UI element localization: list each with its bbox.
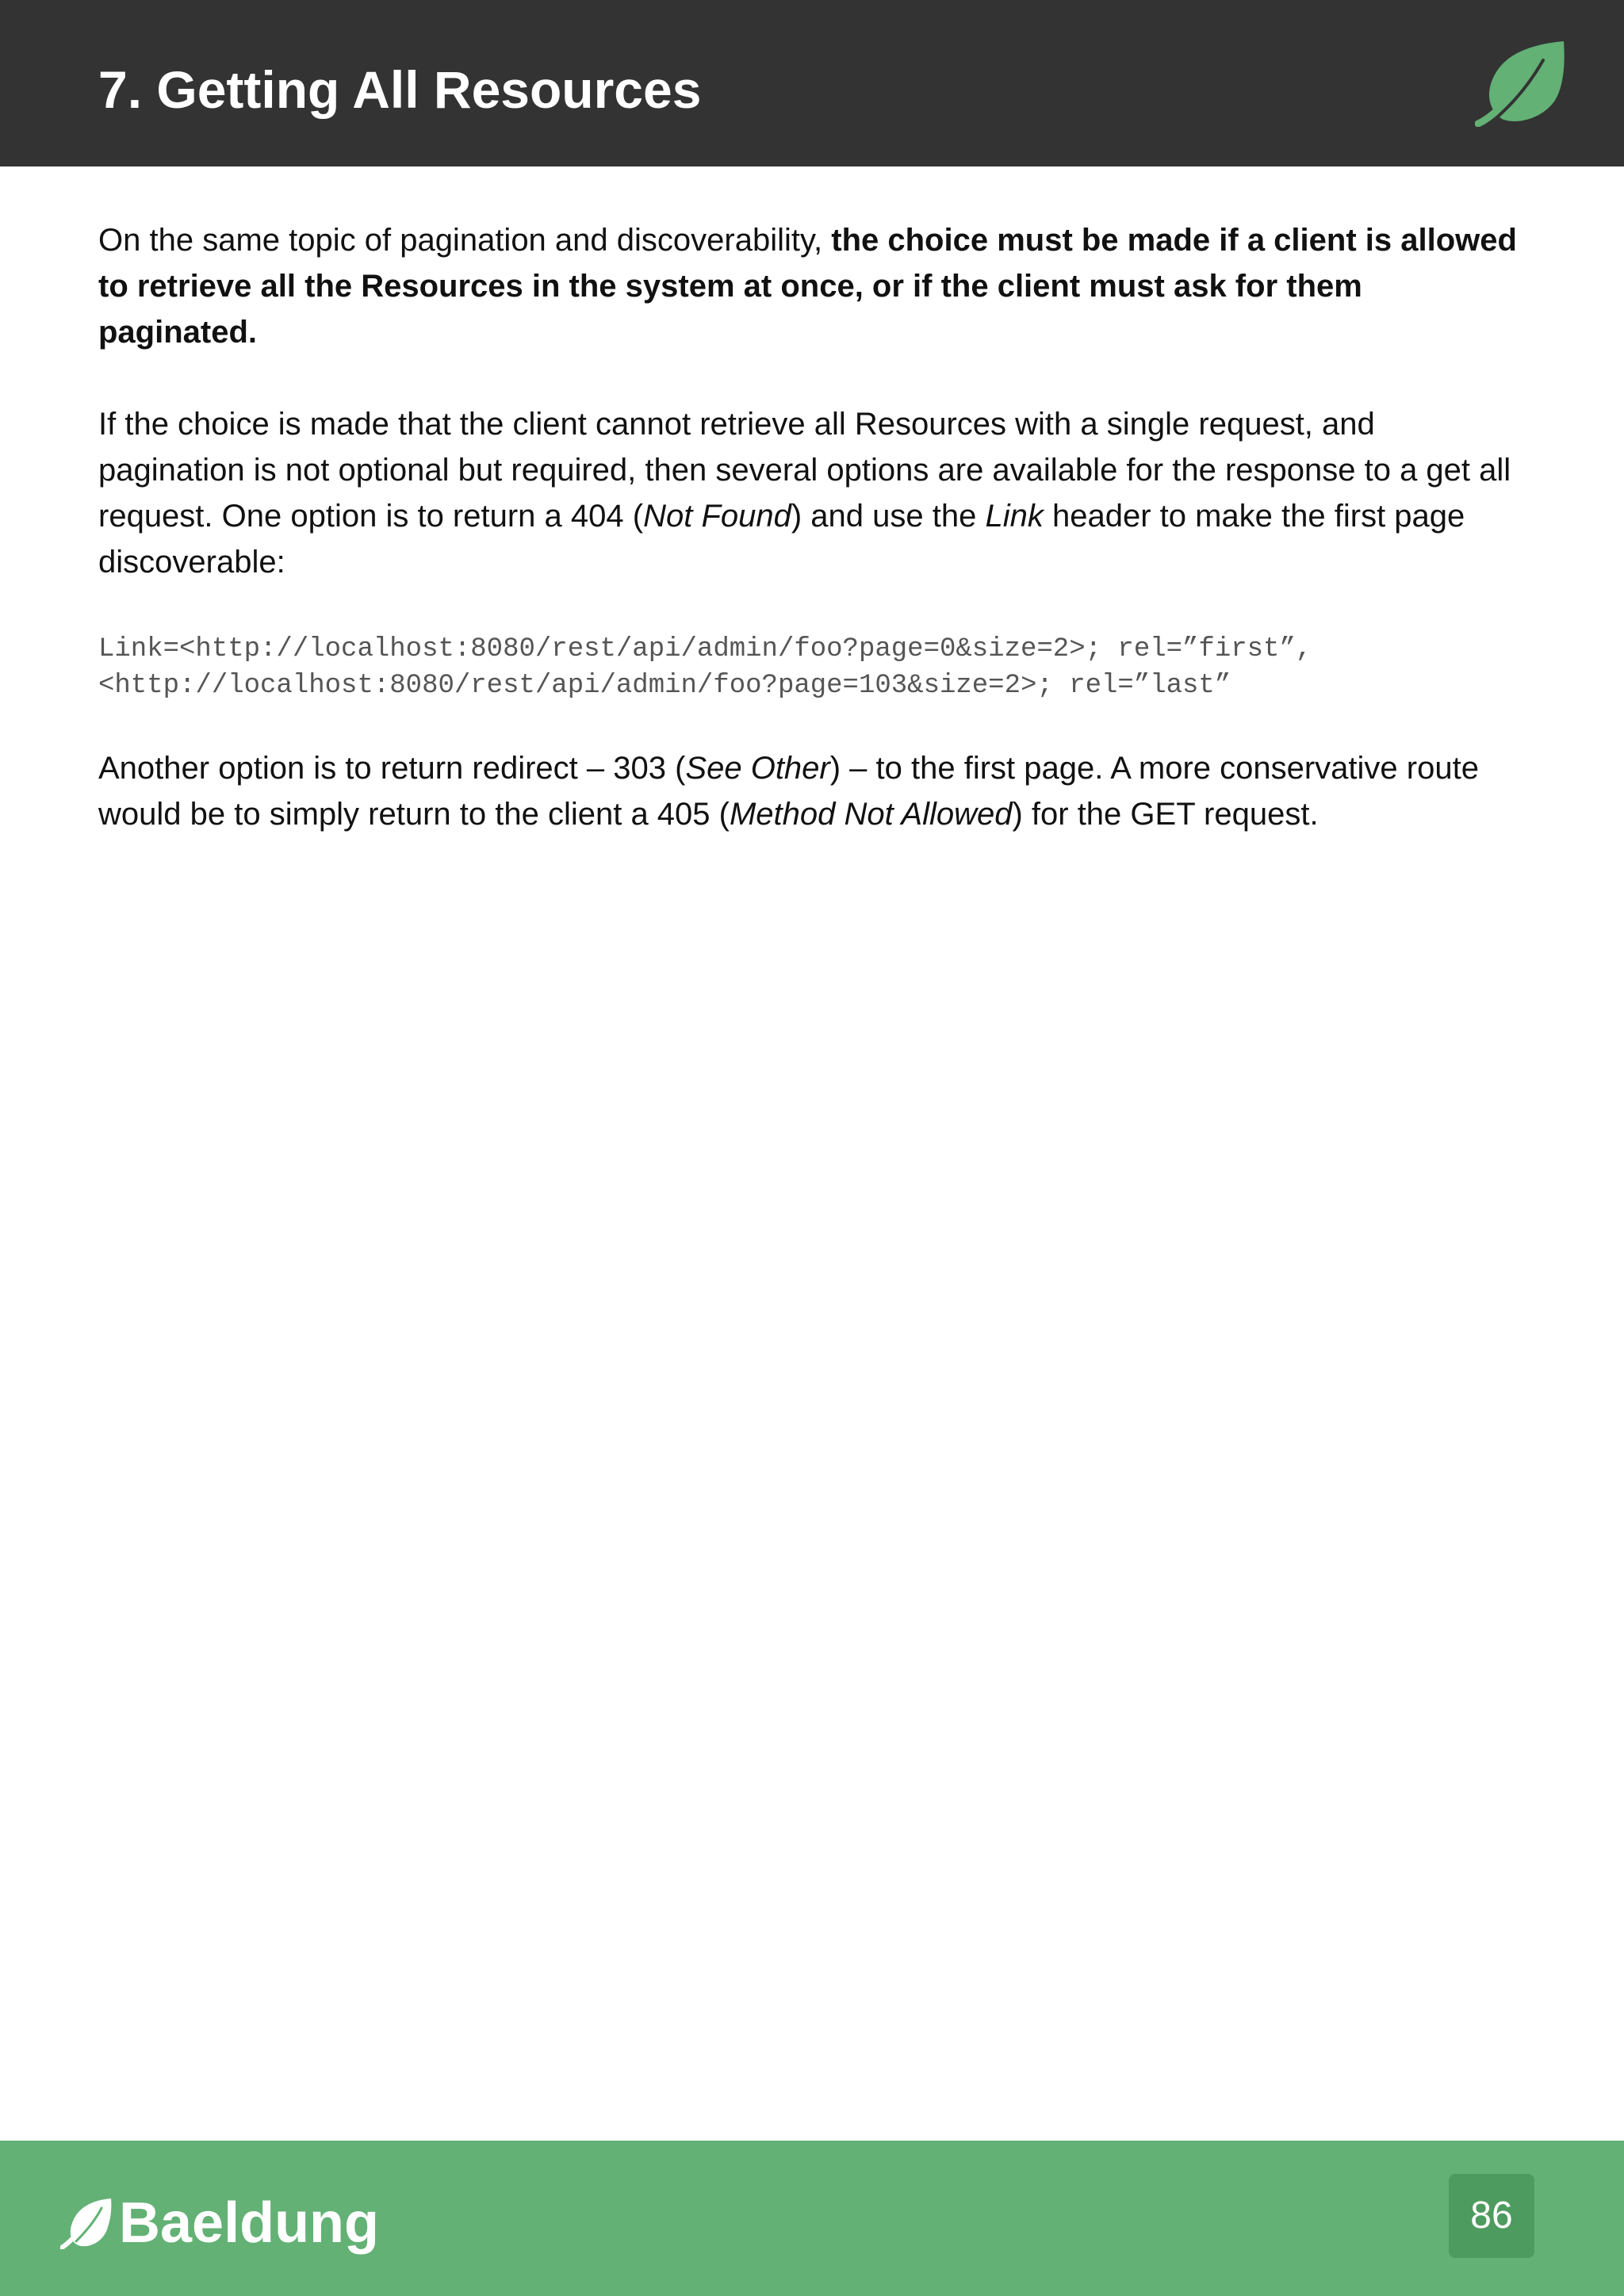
code-line-1: Link=<http://localhost:8080/rest/api/admin/foo?page=0&size=2>; rel=”first”,	[98, 634, 1312, 664]
paragraph-redirect	[98, 745, 1526, 837]
paragraph-redirect-text-1: Another option is to return redirect – 303 (	[98, 751, 686, 786]
code-line-2: <http://localhost:8080/rest/api/admin/foo?page=103&size=2>; rel=”last”	[98, 671, 1231, 701]
paragraph-redirect-text-2: ) – to the first page. A more conservative route would be to simply return to the client a 405 (	[98, 751, 1479, 832]
paragraph-pagination-text-3: header to make the first page discoverable:	[98, 499, 1465, 580]
brand-logo	[60, 2191, 379, 2255]
paragraph-intro-bold: the choice must be made if a client is allowed to retrieve all the Resources in the system at once, or if the client must ask for them paginated.	[98, 223, 1517, 350]
code-block	[98, 631, 1526, 704]
see-other-term: See Other	[685, 751, 830, 786]
method-not-allowed-term: Method Not Allowed	[729, 797, 1013, 832]
leaf-icon	[1475, 40, 1568, 127]
paragraph-intro-text: On the same topic of pagination and discoverability,	[98, 223, 832, 258]
page-header	[0, 0, 1624, 166]
leaf-icon	[60, 2197, 113, 2249]
page-footer	[0, 2141, 1624, 2296]
paragraph-pagination	[98, 401, 1526, 585]
paragraph-pagination-text-2: ) and use the	[791, 499, 986, 534]
page-title: 7. Getting All Resources	[98, 60, 702, 119]
not-found-term: Not Found	[643, 499, 791, 534]
brand-name: Baeldung	[119, 2191, 380, 2255]
link-term: Link	[985, 499, 1044, 534]
page-number-badge: 86	[1449, 2174, 1534, 2258]
paragraph-pagination-text-1: If the choice is made that the client cannot retrieve all Resources with a single request, and pagination is not optional but required, then several options are available for the response to a get all request. One option is to return a 404 (	[98, 407, 1511, 534]
paragraph-intro	[98, 217, 1526, 355]
paragraph-redirect-text-3: ) for the GET request.	[1012, 797, 1319, 832]
main-content	[98, 217, 1526, 837]
